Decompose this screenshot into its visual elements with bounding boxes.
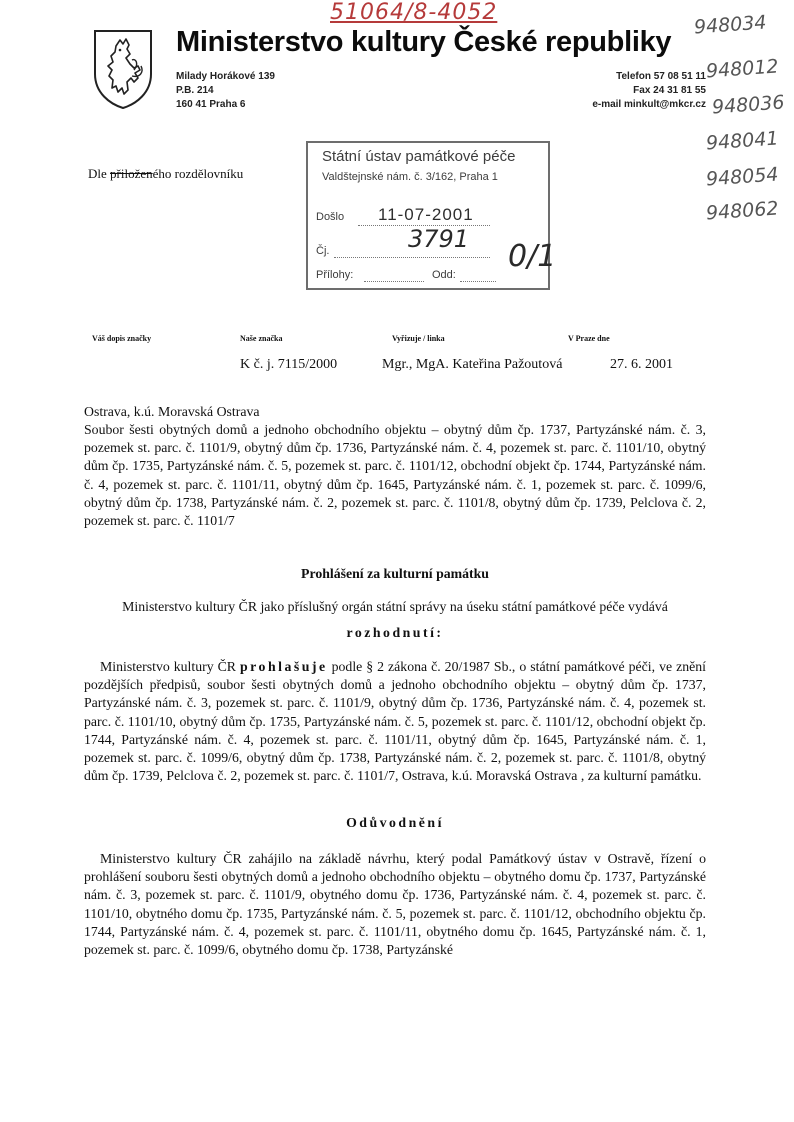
email-address: e-mail minkult@mkcr.cz: [592, 99, 706, 110]
distribution-rest: ého rozdělovníku: [152, 166, 244, 181]
subject-description: Soubor šesti obytných domů a jednoho obchodního objektu – obytný dům čp. 1737, Partyzánské nám. č. 3, pozemek st. parc. č. 1101/9, obytný dům čp. 1736, Partyzánské nám. č. 4, pozemek st. parc. č. 1101/10, obytný dům čp. 1735, Partyzánské nám. č. 5, pozemek st. parc. č. 1101/12, obchodní objekt čp. 1744, Partyzánské nám. č. 4, pozemek st. parc. č. 1101/11, obytný dům čp. 1645, Partyzánské nám. č. 1, pozemek st. parc. č. 1099/6, obytný dům čp. 1738, Partyzánské nám. č. 2, pozemek st. parc. č. 1101/8, obytný dům čp. 1739, Pelclova č. 2, pozemek st. parc. č. 1101/7: [84, 422, 706, 529]
fax-number: Fax 24 31 81 55: [633, 85, 706, 96]
stamp-received-label: Došlo: [316, 211, 345, 223]
received-stamp: [306, 141, 557, 290]
distribution-struck-text: přiložen: [110, 166, 153, 181]
handwritten-margin-number: 948054: [705, 163, 780, 191]
distribution-prefix: Dle: [88, 166, 107, 181]
handwritten-margin-number: 948034: [693, 11, 768, 39]
our-ref-value: K č. j. 7115/2000: [240, 357, 338, 372]
decision-heading: rozhodnutí:: [346, 625, 444, 640]
reasoning-heading: Odůvodnění: [346, 815, 444, 830]
handwritten-margin-number: 948062: [705, 197, 780, 225]
handwritten-margin-number: 948012: [705, 55, 780, 83]
handwritten-top-number: 51064/8-4052: [330, 0, 498, 25]
your-letter-label: Váš dopis značky: [92, 334, 152, 343]
address-line: P.B. 214: [176, 85, 214, 96]
decision-lead: Ministerstvo kultury ČR: [100, 659, 240, 674]
handled-by-label: Vyřizuje / linka: [392, 334, 445, 343]
czech-lion-crest-icon: [92, 28, 154, 110]
contact-details: [560, 70, 706, 112]
subject-location: Ostrava, k.ú. Moravská Ostrava: [84, 404, 260, 419]
decision-text: podle § 2 zákona č. 20/1987 Sb., o státní památkové péči, ve znění pozdějších předpisů, soubor šesti obytných domů a jednoho obchodního objektu – obytný dům čp. 1737, Partyzánské nám. č. 3, pozemek st. parc. č. 1101/9, obytný dům čp. 1736, Partyzánské nám. č. 4, pozemek st. parc. č. 1101/10, obytný dům čp. 1735, Partyzánské nám. č. 5, pozemek st. parc. č. 1101/12, obchodní objekt čp. 1744, Partyzánské nám. č. 4, pozemek st. parc. č. 1101/11, obytný dům čp. 1645, Partyzánské nám. č. 1, pozemek st. parc. č. 1099/6, obytný dům čp. 1738, Partyzánské nám. č. 2, pozemek st. parc. č. 1101/8, obytný dům čp. 1739, Pelclova č. 2, pozemek st. parc. č. 1101/7, Ostrava, k.ú. Moravská Ostrava , za kulturní památku.: [84, 659, 706, 784]
distribution-line: [88, 166, 243, 182]
handled-by-value: Mgr., MgA. Kateřina Pažoutová: [382, 357, 563, 372]
stamp-ref-number: 3791: [408, 225, 470, 253]
stamp-institution: Státní ústav památkové péče: [322, 148, 516, 165]
address-line: 160 41 Praha 6: [176, 99, 246, 110]
ministry-title: Ministerstvo kultury České republiky: [176, 26, 672, 58]
letter-date: 27. 6. 2001: [610, 357, 673, 372]
declaration-heading: Prohlášení za kulturní památku: [301, 566, 489, 581]
our-ref-label: Naše značka: [240, 334, 283, 343]
reasoning-paragraph: Ministerstvo kultury ČR zahájilo na základě návrhu, který podal Památkový ústav v Ostravě, řízení o prohlášení souboru šesti obytných domů a jednoho obchodního objektu – obytného domu čp. 1737, Partyzánské nám. č. 3, pozemek st. parc. č. 1101/9, obytného domu čp. 1736, Partyzánské nám. č. 4, pozemek st. parc. č. 1101/10, obytného domu čp. 1735, Partyzánské nám. č. 5, pozemek st. parc. č. 1101/12, obchodního objektu čp. 1744, Partyzánské nám. č. 4, pozemek st. parc. č. 1101/11, obytného domu čp. 1645, Partyzánské nám. č. 1, pozemek st. parc. č. 1099/6, obytného domu čp. 1738, Partyzánské: [84, 851, 706, 958]
stamp-dept-label: Odd:: [432, 269, 456, 281]
declaration-intro: Ministerstvo kultury ČR jako příslušný orgán státní správy na úseku státní památkové péče vydává: [122, 599, 668, 614]
stamp-attachments-label: Přílohy:: [316, 269, 354, 281]
phone-number: Telefon 57 08 51 11: [616, 71, 706, 82]
date-label: V Praze dne: [568, 334, 610, 343]
stamp-address: Valdštejnské nám. č. 3/162, Praha 1: [322, 171, 498, 183]
decision-paragraph: [84, 658, 706, 785]
stamp-ref-label: Čj.: [316, 245, 330, 257]
stamp-received-date: 11-07-2001: [378, 205, 474, 224]
handwritten-margin-number: 948041: [705, 127, 780, 155]
stamp-pieces-value: 0/1: [508, 239, 557, 274]
address-line: Milady Horákové 139: [176, 71, 275, 82]
decision-keyword: prohlašuje: [240, 659, 328, 674]
handwritten-margin-number: 948036: [711, 91, 786, 119]
postal-address: [176, 70, 275, 112]
